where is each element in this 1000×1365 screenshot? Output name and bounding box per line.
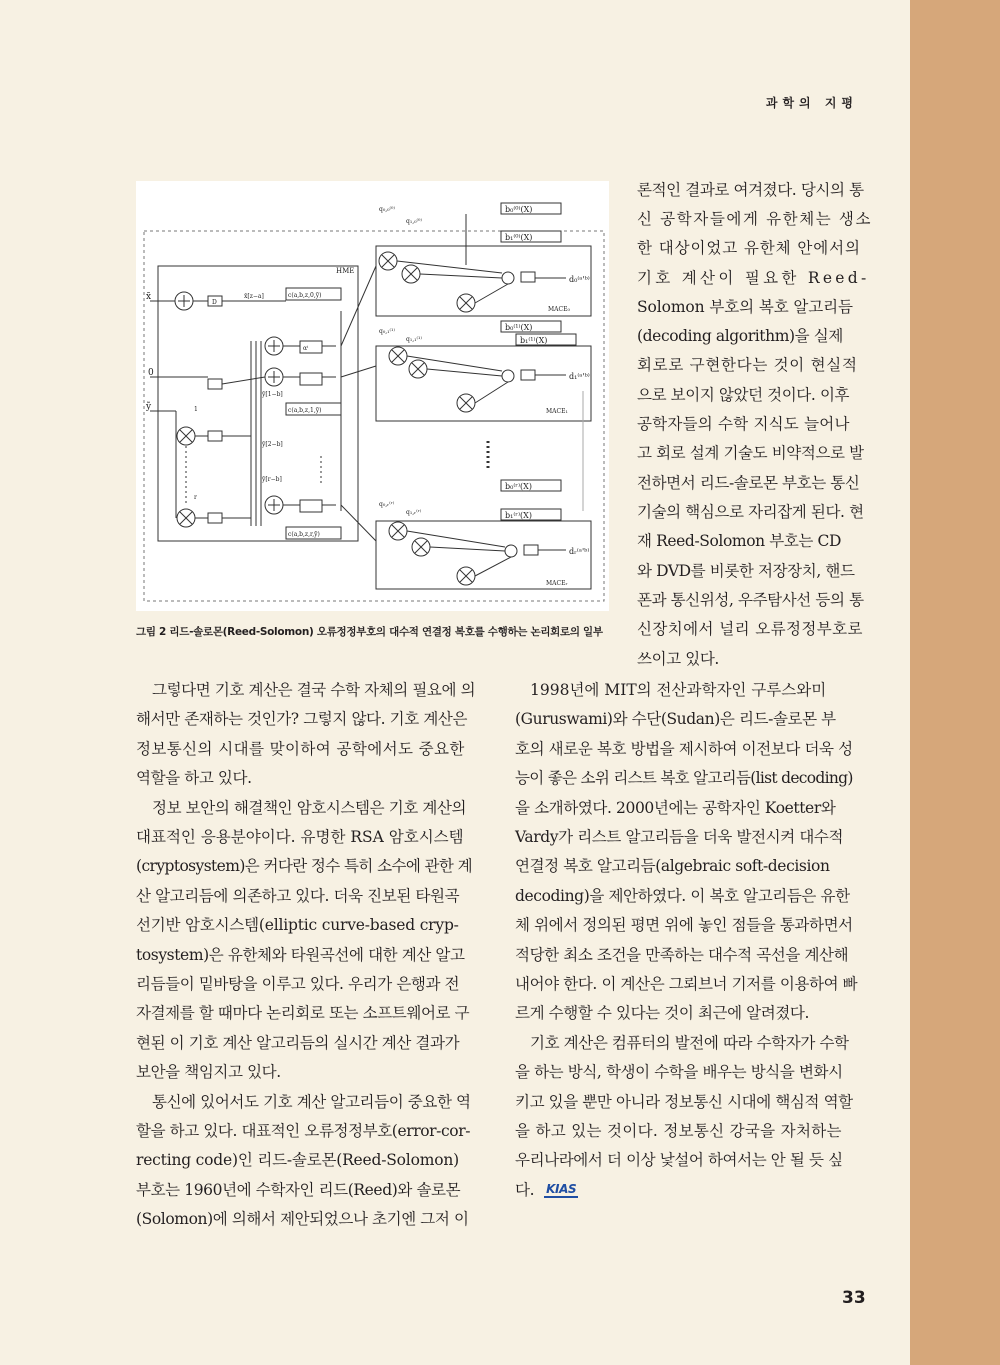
text-line: 대표적인 응용분야이다. 유명한 RSA 암호시스템 [136,828,464,846]
text-line: 을 하고 있는 것이다. 정보통신 강국을 자처하는 [515,1122,842,1140]
text-line: 기호 계산은 컴퓨터의 발전에 따라 수학자가 수학 [530,1034,849,1052]
text-line: 르게 수행할 수 있다는 것이 최근에 알려졌다. [515,1004,810,1022]
text-line: 쓰이고 있다. [637,650,719,668]
b5-label: b₁⁽ʳ⁾(X) [505,511,532,520]
cr-label: c(a,b,z,r,ỹ) [288,531,320,538]
b0-label: b₀⁽⁰⁾(X) [505,205,533,214]
text-line: (decoding algorithm)을 실제 [637,327,843,345]
text-line: (cryptosystem)은 커다란 정수 특히 소수에 관한 계 [136,857,472,875]
text-line: 현된 이 기호 계산 알고리듬의 실시간 계산 결과가 [136,1034,460,1052]
b1-label: b₁⁽⁰⁾(X) [505,233,533,242]
d0-label: d₀⁽ᵃ'ᵇ⁾ [569,275,590,284]
text-line: 다. [515,1181,535,1199]
zero-label: 0 [148,368,154,378]
q00-label: q₀,₀⁽⁰⁾ [379,206,395,213]
text-line: 키고 있을 뿐만 아니라 정보통신 시대에 핵심적 역할 [515,1093,853,1111]
c1-label: c(a,b,z,1,ỹ) [288,407,322,414]
text-line: 정보 보안의 해결책인 암호시스템은 기호 계산의 [152,799,467,817]
text-line: Vardy가 리스트 알고리듬을 더욱 발전시켜 대수적 [515,828,844,846]
text-line: 1998년에 MIT의 전산과학자인 구루스와미 [530,681,827,699]
text-line: 호의 새로운 복호 방법을 제시하여 이전보다 더욱 성 [515,740,853,758]
ybarr-label: ȳ[r−b] [262,476,282,483]
macer-label: MACEᵣ [546,580,568,587]
c0-label: c(a,b,z,0,ỹ) [288,292,322,299]
circuit-figure [136,181,609,611]
text-line: 을 소개하였다. 2000년에는 공학자인 Koetter와 [515,799,836,817]
d1-label: d₁⁽ᵃ'ᵇ⁾ [569,372,590,381]
text-line: 신장치에서 널리 오류정정부호로 [637,620,863,638]
q0r-label: q₀,ᵣ⁽ʳ⁾ [379,501,395,508]
q10-label: q₁,₀⁽⁰⁾ [406,218,422,225]
mace0-label: MACE₀ [548,306,570,313]
d-box-label: D [212,299,217,306]
text-line: 내어야 한다. 이 계산은 그뢰브너 기저를 이용하여 빠 [515,975,858,993]
text-line: 적당한 최소 조건을 만족하는 대수적 곡선을 계산해 [515,946,849,964]
text-line: 전하면서 리드-솔로몬 부호는 통신 [637,474,860,492]
text-line: recting code)인 리드-솔로몬(Reed-Solomon) [136,1151,459,1169]
figure-caption: 그림 2 리드-솔로몬(Reed-Solomon) 오류정정부호의 대수적 연결정 복호를 수행하는 논리회로의 일부 [136,626,603,638]
last-line-with-logo [515,1178,578,1200]
text-line: 연결정 복호 알고리듬(algebraic soft-decision [515,857,830,875]
text-line: 폰과 통신위성, 우주탐사선 등의 통 [637,591,864,609]
text-line: 기호 계산이 필요한 Reed- [637,269,870,287]
b4-label: b₀⁽ʳ⁾(X) [505,482,532,491]
r-label: r [194,494,197,501]
text-line: 해서만 존재하는 것인가? 그렇지 않다. 기호 계산은 [136,710,468,728]
alpha-label: αⁱ [303,345,309,352]
text-line: 한 대상이었고 유한체 안에서의 [637,239,861,257]
text-line: 산 알고리듬에 의존하고 있다. 더욱 진보된 타원곡 [136,887,460,905]
kias-logo: KIAS [546,1182,577,1196]
text-line: (Solomon)에 의해서 제안되었으나 초기엔 그저 이 [136,1210,469,1228]
text-line: (Guruswami)와 수단(Sudan)은 리드-솔로몬 부 [515,710,836,728]
hme-label: HME [336,267,355,275]
ybar2-label: ȳ[2−b] [262,441,283,448]
q1r-label: q₁,ᵣ⁽ʳ⁾ [406,509,422,516]
text-line: 체 위에서 정의된 평면 위에 놓인 점들을 통과하면서 [515,916,853,934]
ytilde-label: ỹ [146,402,152,412]
text-line: Solomon 부호의 복호 알고리듬 [637,298,853,316]
b2-label: b₀⁽¹⁾(X) [505,323,533,332]
text-line: decoding)을 제안하였다. 이 복호 알고리듬은 유한 [515,887,850,905]
text-line: 공학자들의 수학 지식도 늘어나 [637,415,850,433]
mace1-label: MACE₁ [546,408,568,415]
xtilde-label: x̃ [146,292,152,302]
text-line: 부호는 1960년에 수학자인 리드(Reed)와 솔로몬 [136,1181,461,1199]
text-line: 정보통신의 시대를 맞이하여 공학에서도 중요한 [136,740,465,758]
page-number: 33 [842,1288,866,1308]
dr-label: dᵣ⁽ᵃ'ᵇ⁾ [569,547,590,556]
text-line: 을 하는 방식, 학생이 수학을 배우는 방식을 변화시 [515,1063,843,1081]
text-line: 론적인 결과로 여겨졌다. 당시의 통 [637,181,864,199]
xmod-label: x̄[z−a] [244,293,264,300]
text-line: 으로 보이지 않았던 것이다. 이후 [637,386,850,404]
side-color-bar [910,0,1000,1365]
q01-label: q₀,₁⁽¹⁾ [379,328,395,335]
text-line: 할을 하고 있다. 대표적인 오류정정부호(error-cor- [136,1122,471,1140]
text-line: 통신에 있어서도 기호 계산 알고리듬이 중요한 역 [152,1093,471,1111]
circuit-diagram [136,181,609,611]
text-line: tosystem)은 유한체와 타원곡선에 대한 계산 알고 [136,946,465,964]
q11-label: q₁,₁⁽¹⁾ [406,336,422,343]
text-line: 재 Reed-Solomon 부호는 CD [637,532,841,550]
text-line: 역할을 하고 있다. [136,769,252,787]
text-line: 와 DVD를 비롯한 저장장치, 핸드 [637,562,855,580]
one-label: 1 [194,406,198,413]
text-line: 고 회로 설계 기술도 비약적으로 발 [637,444,864,462]
text-line: 보안을 책임지고 있다. [136,1063,281,1081]
b3-label: b₁⁽¹⁾(X) [520,336,548,345]
text-line: 능이 좋은 소위 리스트 복호 알고리듬(list decoding) [515,769,853,787]
text-line: 우리나라에서 더 이상 낯설어 하여서는 안 될 듯 싶 [515,1151,843,1169]
text-line: 회로로 구현한다는 것이 현실적 [637,356,858,374]
ybar1-label: ȳ[1−b] [262,391,283,398]
text-line: 기술의 핵심으로 자리잡게 된다. 현 [637,503,864,521]
text-line: 신 공학자들에게 유한체는 생소 [637,210,873,228]
section-title: 과학의 지평 [765,96,858,110]
text-line: 자결제를 할 때마다 논리회로 또는 소프트웨어로 구 [136,1004,470,1022]
text-line: 그렇다면 기호 계산은 결국 수학 자체의 필요에 의 [152,681,476,699]
text-line: 리듬들이 밑바탕을 이루고 있다. 우리가 은행과 전 [136,975,460,993]
text-line: 선기반 암호시스템(elliptic curve-based cryp- [136,916,459,934]
